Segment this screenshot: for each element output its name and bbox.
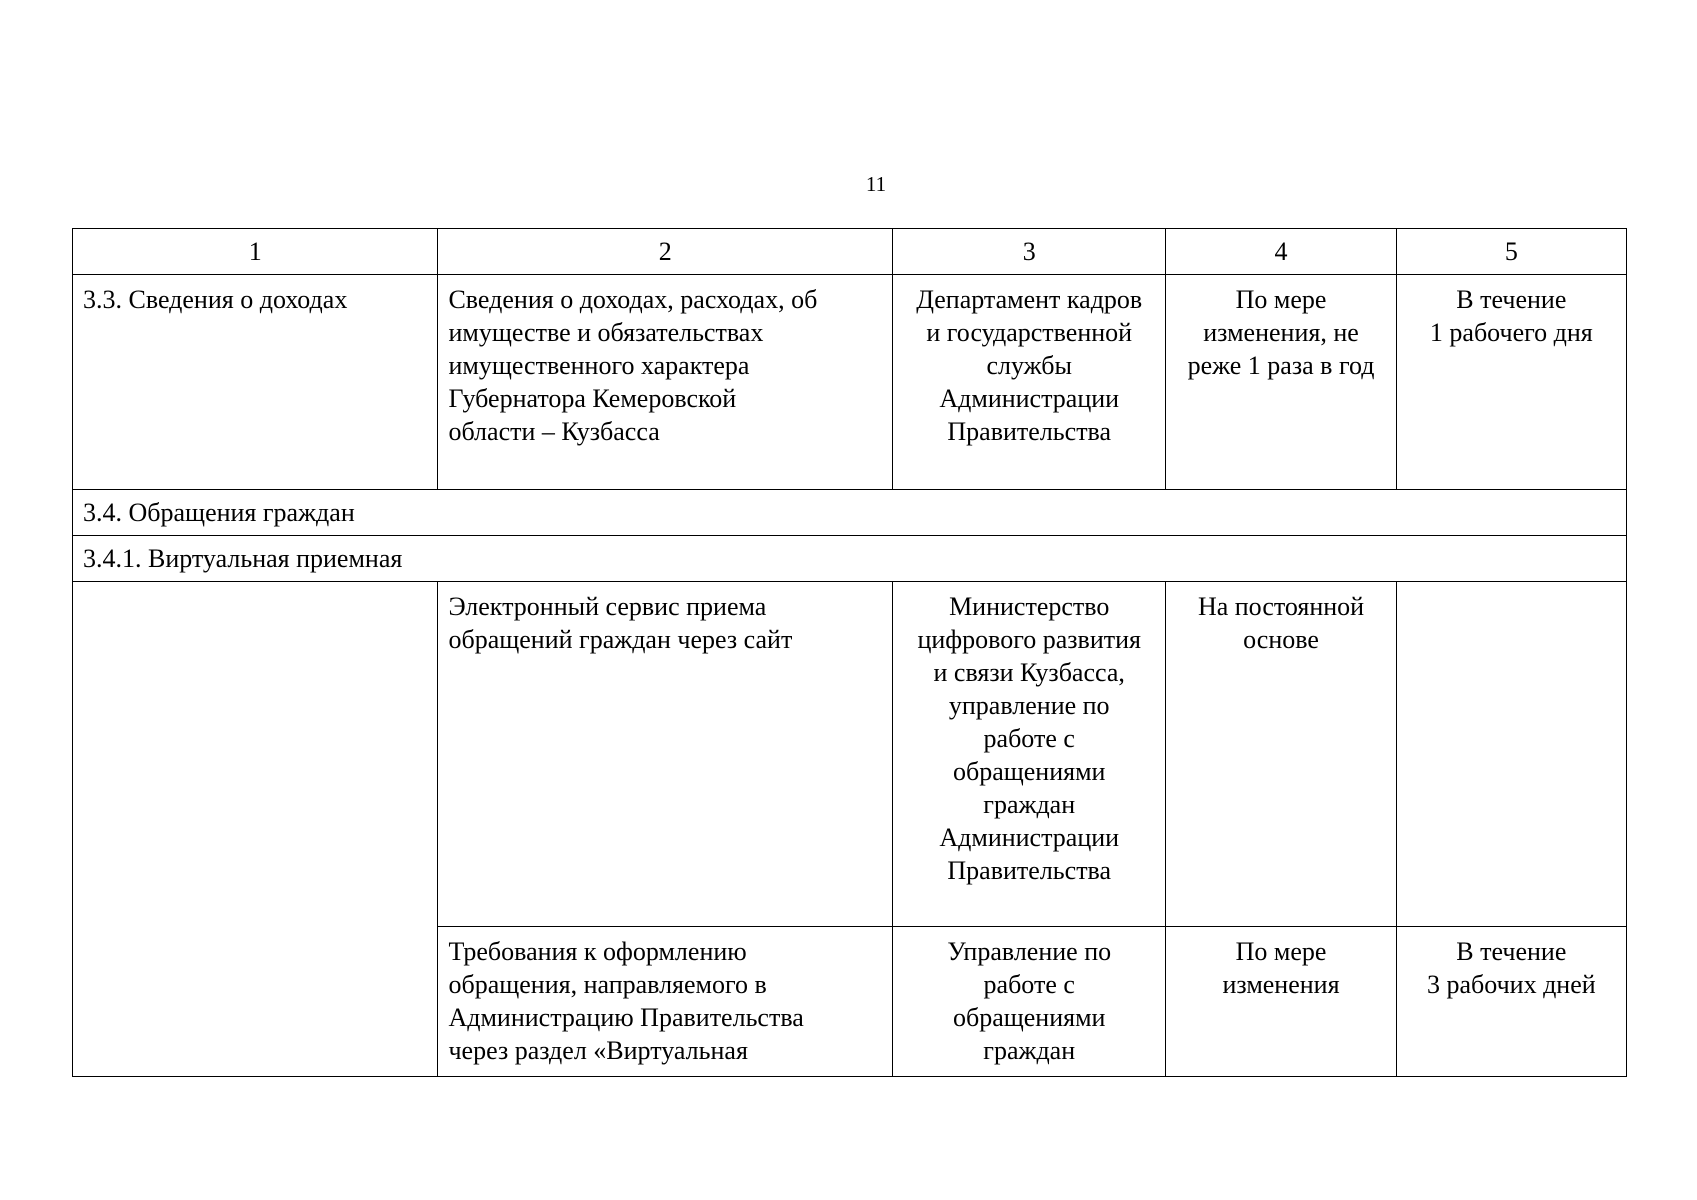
- document-table: [72, 228, 1627, 1077]
- text-line: Сведения о доходах, расходах, об: [448, 285, 818, 314]
- row-requirements-frequency: [1166, 927, 1396, 1077]
- page-number: 11: [865, 172, 887, 196]
- text-line: основе: [1243, 625, 1319, 654]
- text-line: имущественного характера: [448, 351, 750, 380]
- text-line: имуществе и обязательствах: [448, 318, 764, 347]
- text-line: обращения, направляемого в: [448, 970, 767, 999]
- text-line: обращений граждан через сайт: [448, 625, 793, 654]
- text-line: Правительства: [947, 417, 1112, 446]
- text-line: службы: [986, 351, 1072, 380]
- text-line: Губернатора Кемеровской: [448, 384, 737, 413]
- text-line: Требования к оформлению: [448, 937, 747, 966]
- text-line: Администрации: [939, 823, 1120, 852]
- text-line: Управление по: [947, 937, 1112, 966]
- row-3-3-title: 3.3. Сведения о доходах: [73, 275, 438, 490]
- row-service-content: [438, 582, 893, 927]
- header-col-2: 2: [438, 229, 893, 275]
- header-col-5: 5: [1396, 229, 1626, 275]
- text-line: В течение: [1456, 285, 1567, 314]
- row-requirements-responsible: [893, 927, 1166, 1077]
- text-line: Администрацию Правительства: [448, 1003, 804, 1032]
- row-3-3-content: [438, 275, 893, 490]
- text-line: Правительства: [947, 856, 1112, 885]
- row-service-frequency: [1166, 582, 1396, 927]
- header-col-3: 3: [893, 229, 1166, 275]
- row-service-deadline: [1396, 582, 1626, 927]
- text-line: 1 рабочего дня: [1429, 318, 1593, 347]
- section-title-3-4-1: 3.4.1. Виртуальная приемная: [73, 536, 1627, 582]
- header-col-4: 4: [1166, 229, 1396, 275]
- text-line: По мере: [1235, 937, 1327, 966]
- text-line: обращениями: [952, 757, 1106, 786]
- section-row-3-4-1: [73, 536, 1627, 582]
- text-line: Департамент кадров: [916, 285, 1143, 314]
- text-line: В течение: [1456, 937, 1567, 966]
- row-3-3-responsible: [893, 275, 1166, 490]
- section-row-3-4: [73, 490, 1627, 536]
- text-line: Администрации: [939, 384, 1120, 413]
- header-col-1: 1: [73, 229, 438, 275]
- text-line: реже 1 раза в год: [1187, 351, 1375, 380]
- text-line: обращениями: [952, 1003, 1106, 1032]
- text-line: граждан: [983, 790, 1076, 819]
- text-line: и связи Кузбасса,: [933, 658, 1125, 687]
- text-line: и государственной: [926, 318, 1133, 347]
- table-row-service: [73, 582, 1627, 927]
- text-line: области – Кузбасса: [448, 417, 660, 446]
- row-3-3-deadline: [1396, 275, 1626, 490]
- text-line: управление по: [948, 691, 1110, 720]
- row-requirements-deadline: [1396, 927, 1626, 1077]
- text-line: работе с: [983, 724, 1075, 753]
- text-line: Электронный сервис приема: [448, 592, 767, 621]
- text-line: Министерство: [949, 592, 1110, 621]
- row-service-responsible: [893, 582, 1166, 927]
- text-line: граждан: [983, 1036, 1076, 1065]
- section-title-3-4: 3.4. Обращения граждан: [73, 490, 1627, 536]
- text-line: 3 рабочих дней: [1426, 970, 1596, 999]
- table-row-3-3: [73, 275, 1627, 490]
- table-header-row: [73, 229, 1627, 275]
- text-line: цифрового развития: [917, 625, 1141, 654]
- text-line: По мере: [1235, 285, 1327, 314]
- text-line: изменения, не: [1203, 318, 1359, 347]
- text-line: через раздел «Виртуальная: [448, 1036, 748, 1065]
- text-line: На постоянной: [1197, 592, 1365, 621]
- row-service-col1: [73, 582, 438, 1077]
- text-line: изменения: [1222, 970, 1340, 999]
- text-line: работе с: [983, 970, 1075, 999]
- row-requirements-content: [438, 927, 893, 1077]
- row-3-3-frequency: [1166, 275, 1396, 490]
